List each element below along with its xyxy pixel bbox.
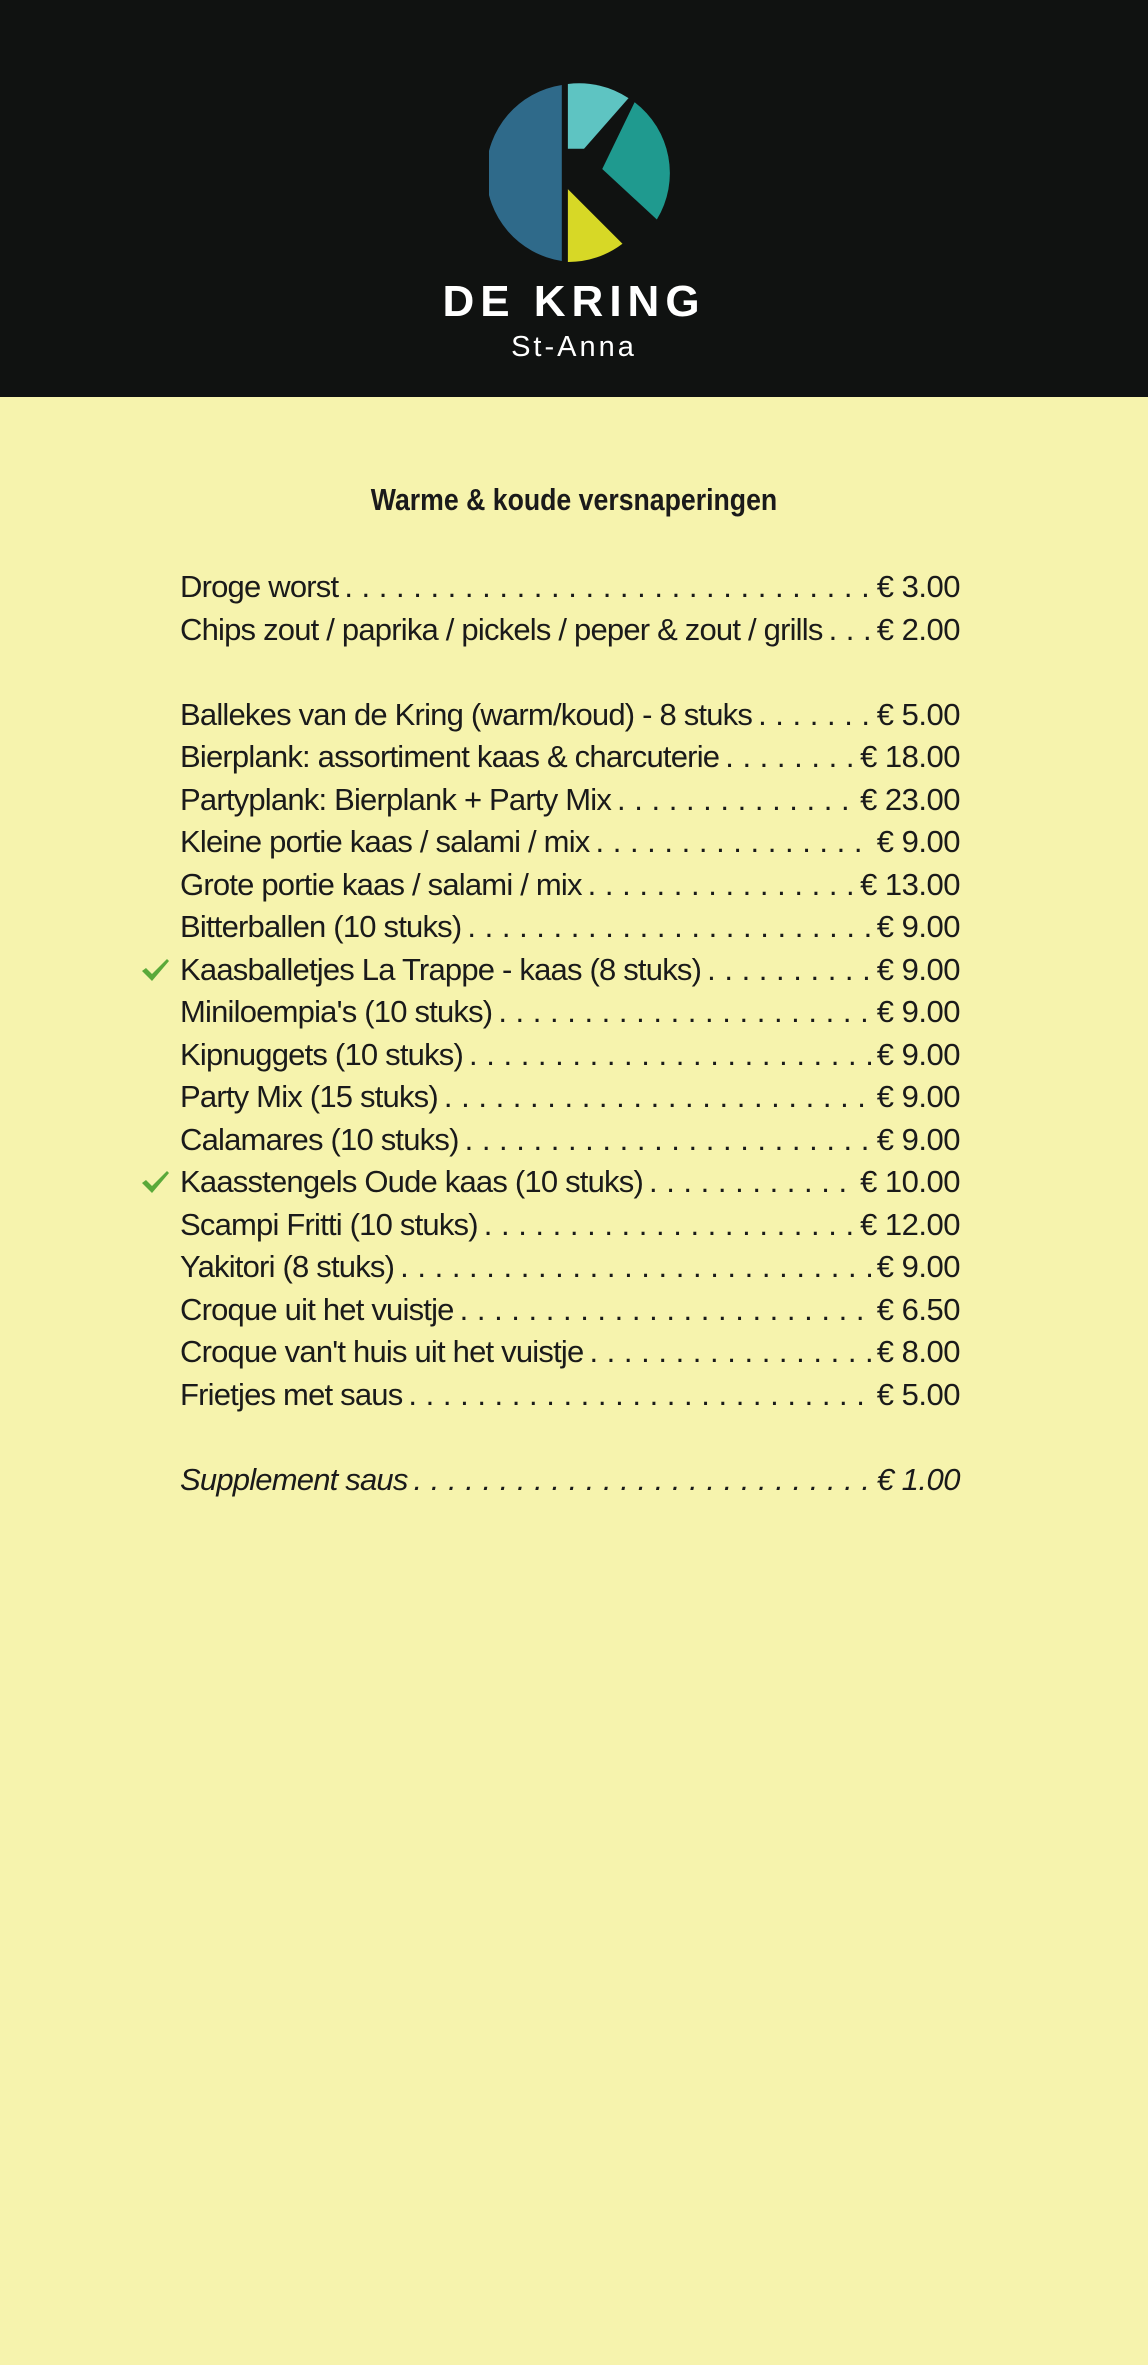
menu-item-price: € 23.00 bbox=[860, 781, 960, 817]
menu-item bbox=[180, 609, 960, 652]
menu-item-price: € 3.00 bbox=[876, 569, 960, 605]
menu-item-price: € 6.50 bbox=[876, 1291, 960, 1327]
menu-item bbox=[180, 1289, 960, 1332]
dot-leader bbox=[444, 1079, 871, 1115]
dot-leader bbox=[707, 952, 871, 988]
menu-item-name: Supplement saus bbox=[180, 1461, 408, 1497]
menu-item bbox=[180, 1119, 960, 1162]
menu-item-price: € 9.00 bbox=[876, 909, 960, 945]
menu-item-price: € 12.00 bbox=[860, 1206, 960, 1242]
menu-item-price: € 8.00 bbox=[876, 1334, 960, 1370]
menu-item-name: Scampi Fritti (10 stuks) bbox=[180, 1206, 478, 1242]
menu-item bbox=[180, 1331, 960, 1374]
menu-item bbox=[180, 1246, 960, 1289]
dot-leader bbox=[596, 824, 871, 860]
menu-item bbox=[180, 566, 960, 609]
menu-item bbox=[180, 906, 960, 949]
dot-leader bbox=[758, 697, 871, 733]
dot-leader bbox=[617, 782, 854, 818]
menu-item-name: Grote portie kaas / salami / mix bbox=[180, 866, 582, 902]
menu-item-price: € 2.00 bbox=[876, 611, 960, 647]
dot-leader bbox=[588, 867, 854, 903]
menu-item-name: Frietjes met saus bbox=[180, 1376, 403, 1412]
menu-item bbox=[180, 1374, 960, 1417]
dot-leader bbox=[484, 1207, 854, 1243]
menu-item-price: € 5.00 bbox=[876, 696, 960, 732]
dot-leader bbox=[725, 739, 854, 775]
menu-item-price: € 9.00 bbox=[876, 824, 960, 860]
menu-item-price: € 5.00 bbox=[876, 1376, 960, 1412]
dot-leader bbox=[467, 909, 870, 945]
menu-item bbox=[180, 821, 960, 864]
menu-item-price: € 9.00 bbox=[876, 951, 960, 987]
brand-name: DE KRING bbox=[442, 277, 706, 326]
dot-leader bbox=[460, 1292, 871, 1328]
k-circle-logo-icon bbox=[489, 82, 671, 264]
menu-item-price: € 9.00 bbox=[876, 994, 960, 1030]
menu-item-name: Croque uit het vuistje bbox=[180, 1291, 454, 1327]
menu-item-price: € 18.00 bbox=[860, 739, 960, 775]
checkmark-icon bbox=[140, 1169, 170, 1195]
dot-leader bbox=[649, 1164, 854, 1200]
menu-item-name: Chips zout / paprika / pickels / peper & zout / grills bbox=[180, 611, 823, 647]
menu-item-name: Ballekes van de Kring (warm/koud) - 8 stuks bbox=[180, 696, 753, 732]
menu-item-price: € 9.00 bbox=[876, 1036, 960, 1072]
menu-item bbox=[180, 991, 960, 1034]
menu-item bbox=[180, 694, 960, 737]
menu-list bbox=[180, 566, 960, 1501]
menu-item bbox=[180, 949, 960, 992]
dot-leader bbox=[408, 1377, 870, 1413]
menu-item-name: Partyplank: Bierplank + Party Mix bbox=[180, 781, 612, 817]
menu-item-supplement bbox=[180, 1459, 960, 1502]
checkmark-icon bbox=[140, 957, 170, 983]
menu-item bbox=[180, 779, 960, 822]
dot-leader bbox=[414, 1462, 871, 1498]
menu-item bbox=[180, 1076, 960, 1119]
menu-item-name: Kipnuggets (10 stuks) bbox=[180, 1036, 464, 1072]
header-banner bbox=[0, 0, 1148, 397]
dot-leader bbox=[829, 612, 871, 648]
menu-item bbox=[180, 864, 960, 907]
menu-item-price: € 10.00 bbox=[860, 1164, 960, 1200]
menu-item-price: € 1.00 bbox=[876, 1461, 960, 1497]
menu-item-price: € 9.00 bbox=[876, 1121, 960, 1157]
menu-item bbox=[180, 736, 960, 779]
dot-leader bbox=[400, 1249, 871, 1285]
menu-item-name: Bitterballen (10 stuks) bbox=[180, 909, 462, 945]
menu-item-name: Miniloempia's (10 stuks) bbox=[180, 994, 493, 1030]
dot-leader bbox=[498, 994, 870, 1030]
menu-item-price: € 13.00 bbox=[860, 866, 960, 902]
menu-item bbox=[180, 1161, 960, 1204]
menu-item bbox=[180, 1204, 960, 1247]
dot-leader bbox=[589, 1334, 870, 1370]
menu-item-name: Droge worst bbox=[180, 569, 339, 605]
section-title: Warme & koude versnaperingen bbox=[370, 482, 778, 517]
menu-item-name: Kaasstengels Oude kaas (10 stuks) bbox=[180, 1164, 643, 1200]
dot-leader bbox=[465, 1122, 871, 1158]
brand-subtitle: St-Anna bbox=[511, 331, 637, 363]
menu-item bbox=[180, 1034, 960, 1077]
menu-item-price: € 9.00 bbox=[876, 1249, 960, 1285]
menu-item-name: Yakitori (8 stuks) bbox=[180, 1249, 395, 1285]
menu-item-name: Kaasballetjes La Trappe - kaas (8 stuks) bbox=[180, 951, 702, 987]
dot-leader bbox=[469, 1037, 871, 1073]
menu-item-price: € 9.00 bbox=[876, 1079, 960, 1115]
menu-item-name: Kleine portie kaas / salami / mix bbox=[180, 824, 590, 860]
menu-item-name: Bierplank: assortiment kaas & charcuterie bbox=[180, 739, 720, 775]
menu-item-name: Calamares (10 stuks) bbox=[180, 1121, 459, 1157]
menu-item-name: Party Mix (15 stuks) bbox=[180, 1079, 438, 1115]
menu-item-name: Croque van't huis uit het vuistje bbox=[180, 1334, 584, 1370]
dot-leader bbox=[344, 569, 870, 605]
